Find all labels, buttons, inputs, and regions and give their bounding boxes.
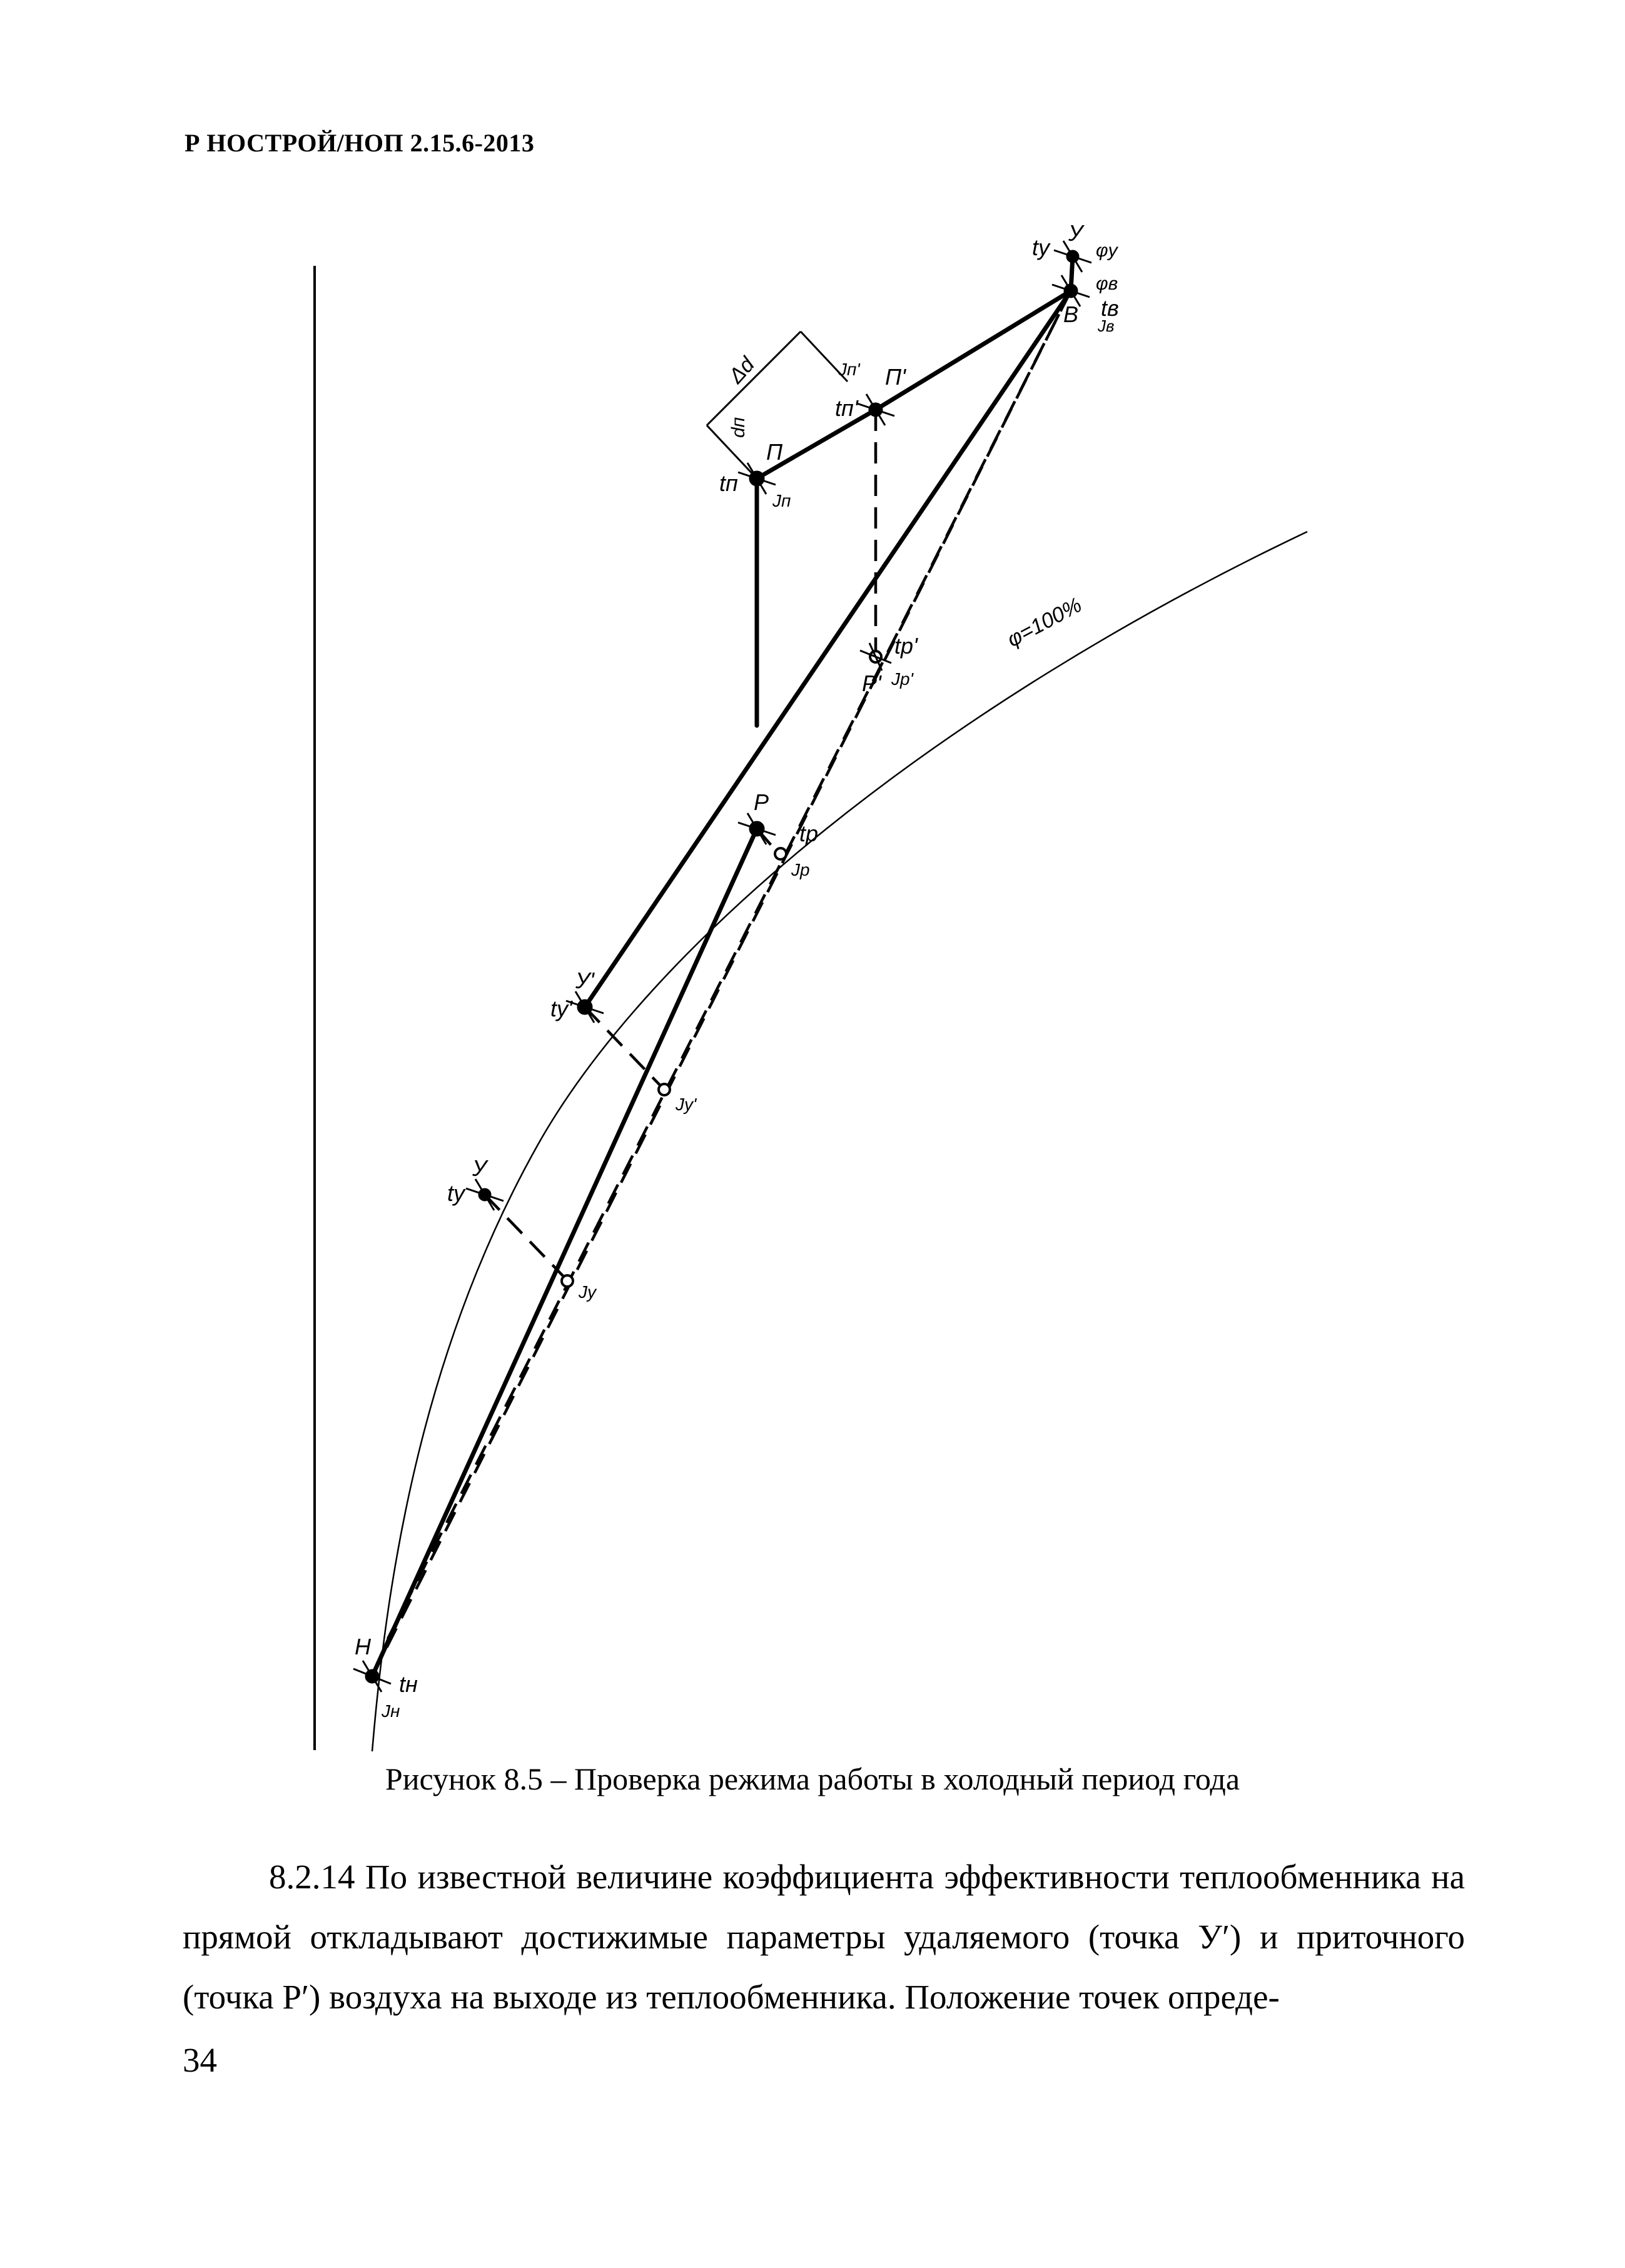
label-tPi-prime: tп' bbox=[835, 395, 858, 421]
label-JPi-prime: Jп' bbox=[838, 360, 860, 379]
label-Pi: П bbox=[766, 439, 783, 465]
label-tY-prime: tу' bbox=[550, 996, 572, 1021]
label-phiY: φу bbox=[1096, 240, 1118, 261]
label-tPi: tп bbox=[719, 470, 738, 496]
dash-Y-prime-Jy-prime bbox=[585, 1007, 663, 1088]
line-Y-prime-B bbox=[585, 291, 1071, 1007]
figure-caption: Рисунок 8.5 – Проверка режима работы в холодный период года bbox=[385, 1761, 1240, 1796]
line-H-P bbox=[372, 829, 757, 1676]
label-P: Р bbox=[754, 789, 769, 815]
label-Pi-prime: П' bbox=[885, 364, 906, 390]
point-Jy-prime bbox=[659, 1084, 670, 1095]
label-tB: tв bbox=[1101, 295, 1119, 321]
label-tP-prime: tр' bbox=[894, 633, 918, 659]
label-phiB: φв bbox=[1096, 273, 1118, 294]
label-JH: Jн bbox=[382, 1701, 400, 1721]
curve-label: φ=100% bbox=[1003, 592, 1086, 652]
bracket-top bbox=[707, 332, 801, 425]
label-Y-top: У bbox=[1068, 220, 1083, 246]
page-number: 34 bbox=[183, 2041, 217, 2079]
label-delta-d: Δd bbox=[724, 352, 759, 388]
label-JY: Jу bbox=[579, 1282, 596, 1302]
dash-Y-Jy bbox=[485, 1195, 566, 1279]
label-JP: Jр bbox=[791, 860, 810, 879]
label-JP-prime: Jр' bbox=[891, 669, 913, 689]
point-Jp bbox=[775, 848, 786, 859]
label-JB: Jв bbox=[1098, 316, 1115, 335]
label-JY-prime: Jу' bbox=[676, 1095, 697, 1114]
label-tY: tу bbox=[447, 1180, 465, 1206]
label-JPi: Jп bbox=[772, 491, 791, 510]
label-H: Н bbox=[355, 1634, 371, 1659]
document-header: Р НОСТРОЙ/НОП 2.15.6-2013 bbox=[185, 129, 535, 157]
label-B: В bbox=[1063, 301, 1079, 327]
body-paragraph: 8.2.14 По известной величине коэффициента эффективности теплообменника на прямой откладывают достижимые параметры удаляемого (точка У′) и приточного (точка Р′) воздуха на выходе из теплообменника. Положение точек опреде- bbox=[183, 1858, 1465, 2016]
label-d-n: dп bbox=[728, 417, 749, 438]
saturation-curve bbox=[372, 532, 1307, 1751]
point-Jy bbox=[562, 1275, 573, 1287]
label-tY-top: tу bbox=[1032, 235, 1050, 260]
label-tP: tр bbox=[799, 821, 819, 846]
label-tH: tн bbox=[399, 1671, 418, 1697]
label-P-prime: Р' bbox=[862, 671, 881, 696]
label-Y: У bbox=[472, 1155, 487, 1181]
label-Y-prime: У' bbox=[575, 968, 594, 993]
